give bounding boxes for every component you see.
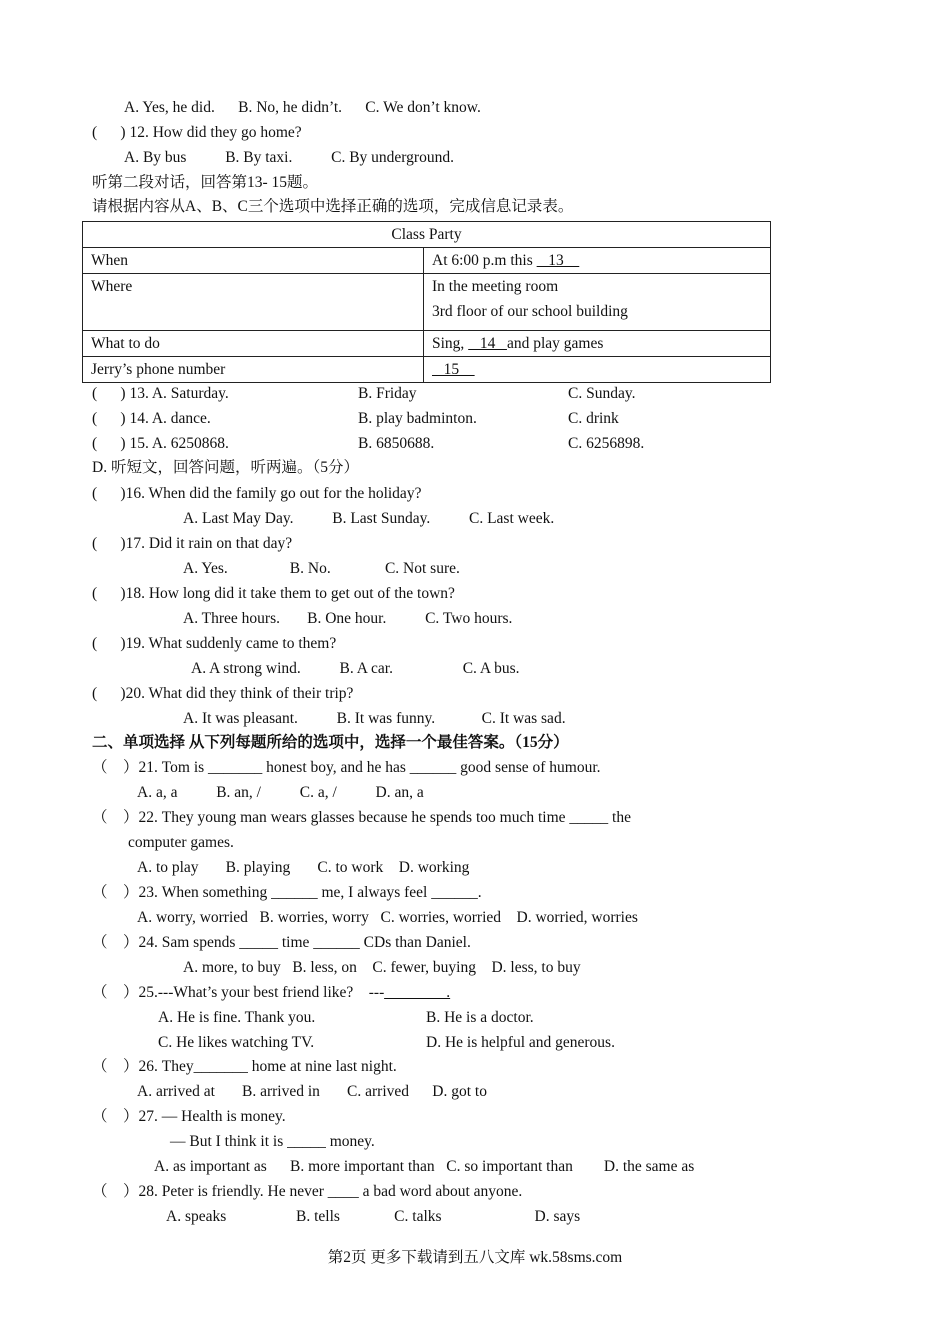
where-value [424,274,771,331]
q24-stem: （ ）24. Sam spends _____ time ______ CDs than Daniel. [92,934,471,951]
q19-options: A. A strong wind. B. A car. C. A bus. [191,660,520,677]
q15-stem: ( ) 15. A. 6250868. [92,435,229,452]
q25-option-c: C. He likes watching TV. [158,1034,315,1051]
q12-stem: ( ) 12. How did they go home? [92,124,302,141]
phone-value [424,357,771,383]
q13-option-c: C. Sunday. [568,385,636,402]
q14-option-b: B. play badminton. [358,410,477,427]
q13-option-b: B. Friday [358,385,417,402]
q17-stem: ( )17. Did it rain on that day? [92,535,293,552]
when-value [424,248,771,274]
q25-option-b: B. He is a doctor. [426,1009,534,1026]
class-party-table [82,221,771,383]
q13-stem: ( ) 13. A. Saturday. [92,385,229,402]
when-label: When [83,248,424,274]
q22-stem: （ ）22. They young man wears glasses because he spends too much time _____ the [92,809,631,826]
blank-15: 15 [432,361,475,378]
table-instruction: 请根据内容从A、B、C三个选项中选择正确的选项，完成信息记录表。 [92,198,574,215]
q25-blank: ________. [384,984,451,1001]
q11-options: A. Yes, he did. B. No, he didn’t. C. We don’t know. [124,99,481,116]
where-label: Where [83,274,424,331]
q23-options: A. worry, worried B. worries, worry C. worries, worried D. worried, worries [137,909,638,926]
q22-options: A. to play B. playing C. to work D. working [137,859,470,876]
q16-stem: ( )16. When did the family go out for the holiday? [92,485,422,502]
q20-stem: ( )20. What did they think of their trip? [92,685,354,702]
todo-label: What to do [83,331,424,357]
q21-stem: （ ）21. Tom is _______ honest boy, and he has ______ good sense of humour. [92,759,601,776]
q12-options: A. By bus B. By taxi. C. By underground. [124,149,454,166]
blank-13: 13 [536,252,580,269]
listening-part2-instruction: 听第二段对话，回答第13- 15题。 [92,174,319,191]
q18-options: A. Three hours. B. One hour. C. Two hours. [183,610,513,627]
q21-options: A. a, a B. an, / C. a, / D. an, a [137,784,424,801]
blank-14: 14 [468,335,507,352]
when-text: At 6:00 p.m this [432,252,537,269]
q14-stem: ( ) 14. A. dance. [92,410,211,427]
todo-pre: Sing, [432,335,469,352]
section-d-heading: D. 听短文，回答问题，听两遍。（5分） [92,459,359,476]
q15-option-b: B. 6850688. [358,435,435,452]
q25-option-a: A. He is fine. Thank you. [158,1009,316,1026]
q20-options: A. It was pleasant. B. It was funny. C. It was sad. [183,710,566,727]
where-line-1: In the meeting room [432,278,559,295]
q26-stem: （ ）26. They_______ home at nine last night. [92,1058,397,1075]
q22-stem-continued: computer games. [128,834,234,851]
q27-stem: （ ）27. — Health is money. [92,1108,286,1125]
page-footer: 第2页 更多下载请到五八文库 wk.58sms.com [327,1249,623,1266]
q25-stem-text: （ ）25.---What’s your best friend like? --- [92,984,385,1001]
phone-label: Jerry’s phone number [83,357,424,383]
q26-options: A. arrived at B. arrived in C. arrived D. got to [137,1083,487,1100]
q16-options: A. Last May Day. B. Last Sunday. C. Last week. [183,510,555,527]
q27-options: A. as important as B. more important than C. so important than D. the same as [154,1158,695,1175]
q25-stem [92,983,450,1003]
q24-options: A. more, to buy B. less, on C. fewer, buying D. less, to buy [183,959,581,976]
table-title: Class Party [83,222,771,248]
q15-option-c: C. 6256898. [568,435,645,452]
section-2-heading: 二、单项选择 从下列每题所给的选项中，选择一个最佳答案。（15分） [92,734,569,751]
q25-option-d: D. He is helpful and generous. [426,1034,615,1051]
q19-stem: ( )19. What suddenly came to them? [92,635,337,652]
q17-options: A. Yes. B. No. C. Not sure. [183,560,460,577]
where-line-2: 3rd floor of our school building [432,303,628,320]
q18-stem: ( )18. How long did it take them to get out of the town? [92,585,455,602]
todo-value [424,331,771,357]
q27-stem-continued: — But I think it is _____ money. [170,1133,375,1150]
q28-options: A. speaks B. tells C. talks D. says [166,1208,581,1225]
q14-option-c: C. drink [568,410,619,427]
q28-stem: （ ）28. Peter is friendly. He never ____ a bad word about anyone. [92,1183,523,1200]
todo-post: and play games [506,335,604,352]
q23-stem: （ ）23. When something ______ me, I always feel ______. [92,884,482,901]
